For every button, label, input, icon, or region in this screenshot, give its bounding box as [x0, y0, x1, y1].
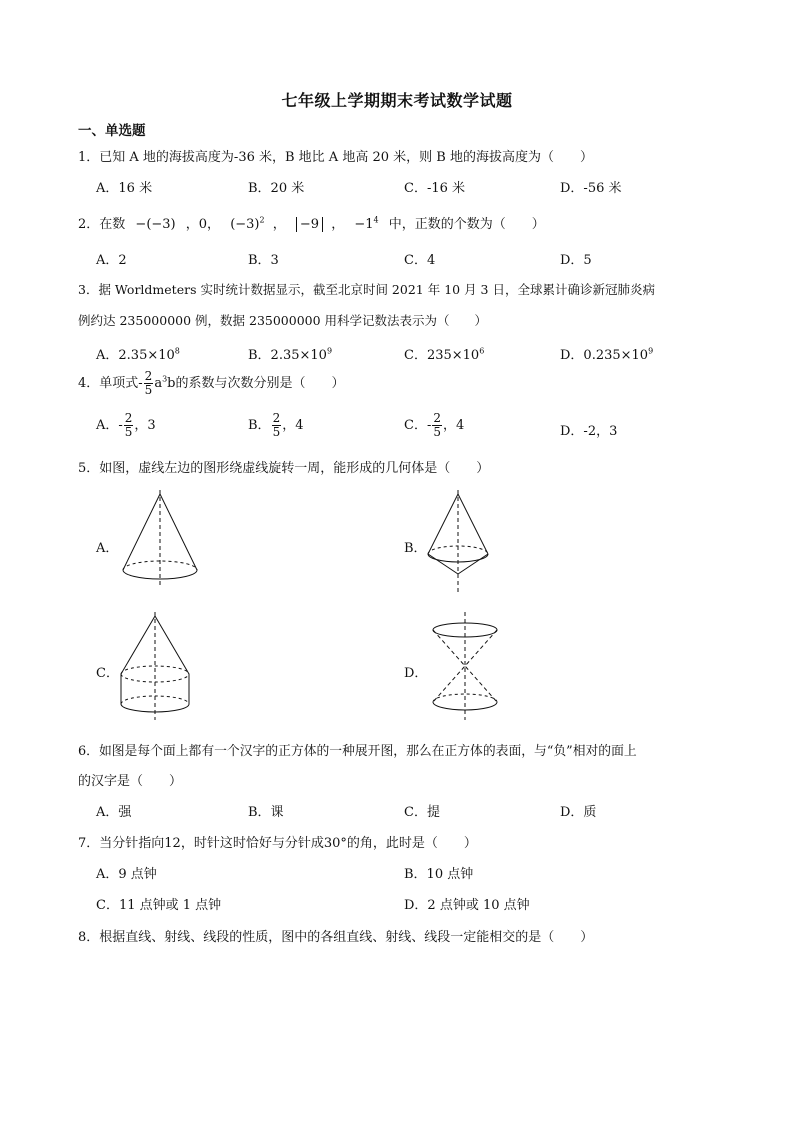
question-3-stem-line-1: 3．据 Worldmeters 实时统计数据显示，截至北京时间 2021 年 10 月 3 日，全球累计确诊新冠肺炎病 [78, 282, 655, 297]
q2-number-3-exponent: 2 [259, 215, 265, 225]
q5-option-a: A． [96, 541, 119, 556]
q2-number-3: (−3) [230, 217, 260, 232]
q4-prefix: 4．单项式- [78, 376, 143, 391]
q4-option-d: D．-2，3 [560, 424, 618, 439]
q2-option-b: B．3 [248, 253, 279, 268]
q5-option-d: D． [404, 666, 428, 681]
q7-option-d: D．2 点钟或 10 点钟 [404, 898, 530, 913]
q3-option-b: B．$2.35\times 10^9$ [248, 346, 333, 363]
figure-c-cone-on-cylinder [115, 612, 200, 722]
question-6-stem-line-2: 的汉字是（ ） [78, 774, 183, 789]
q2-sep-2: ， [272, 217, 286, 232]
q2-prefix: 2．在数 [78, 217, 126, 232]
q1-option-c: C．-16 米 [404, 181, 466, 196]
q6-option-a: A．强 [96, 805, 132, 820]
question-8-stem: 8．根据直线、射线、线段的性质，图中的各组直线、射线、线段一定能相交的是（ ） [78, 930, 594, 945]
page-title: 七年级上学期期末考试数学试题 [281, 91, 513, 110]
q3-option-d: D．$0.235\times 10^9$ [560, 346, 654, 363]
question-4-stem [78, 370, 345, 397]
question-2-stem [78, 213, 545, 232]
q2-number-5-exponent: 4 [373, 215, 379, 225]
q5-option-c: C． [96, 666, 119, 681]
q2-number-1: −(−3) [135, 217, 176, 232]
q2-sep-3: ， [331, 217, 345, 232]
question-3-stem-line-2: 例约达 235000000 例，数据 235000000 用科学记数法表示为（ ） [78, 313, 488, 328]
q4-option-b: B． $\frac{2}{5}$ ，4 [248, 411, 304, 439]
q7-option-c: C．11 点钟或 1 点钟 [96, 898, 222, 913]
q7-option-a: A．9 点钟 [96, 867, 157, 882]
figure-b-double-cone [420, 490, 500, 600]
q2-option-d: D．5 [560, 253, 592, 268]
q1-option-a: A．16 米 [96, 181, 153, 196]
figure-a-cone [115, 490, 205, 590]
q6-option-b: B．课 [248, 805, 284, 820]
q4-option-a: A．- $\frac{2}{5}$ ，3 [96, 411, 156, 439]
question-6-stem-line-1: 6．如图是每个面上都有一个汉字的正方体的一种展开图，那么在正方体的表面，与“负”相对的面上 [78, 744, 637, 759]
q2-option-c: C．4 [404, 253, 436, 268]
section-heading: 一、单选题 [78, 123, 146, 139]
q6-option-c: C．提 [404, 805, 440, 820]
q4-suffix: 的系数与次数分别是（ ） [175, 376, 345, 391]
question-1-stem: 1．已知 A 地的海拔高度为-36 米，B 地比 A 地高 20 米，则 B 地的海拔高度为（ ） [78, 150, 593, 165]
q1-option-b: B．20 米 [248, 181, 305, 196]
q4-variable: $a^3b$ [154, 374, 176, 391]
question-5-stem: 5．如图，虚线左边的图形绕虚线旋转一周，能形成的几何体是（ ） [78, 461, 490, 476]
q2-number-4: −9 [296, 217, 323, 232]
q3-option-a: A．$2.35\times 10^8$ [96, 346, 180, 363]
q1-option-d: D．-56 米 [560, 181, 622, 196]
q2-suffix: 中，正数的个数为（ ） [388, 217, 545, 232]
q4-option-c: C．- $\frac{2}{5}$ ，4 [404, 411, 465, 439]
q2-sep-1: ，0， [185, 217, 221, 232]
q6-option-d: D．质 [560, 805, 597, 820]
q4-fraction: $\frac{2}{5}$ [144, 369, 153, 397]
q2-option-a: A．2 [96, 253, 127, 268]
figure-d-hourglass [428, 612, 508, 722]
q7-option-b: B．10 点钟 [404, 867, 474, 882]
q2-number-5: −1 [354, 217, 374, 232]
q3-option-c: C．$235\times 10^6$ [404, 346, 485, 363]
question-7-stem: 7．当分针指向12，时针这时恰好与分针成30°的角，此时是（ ） [78, 836, 477, 851]
q5-option-b: B． [404, 541, 427, 556]
